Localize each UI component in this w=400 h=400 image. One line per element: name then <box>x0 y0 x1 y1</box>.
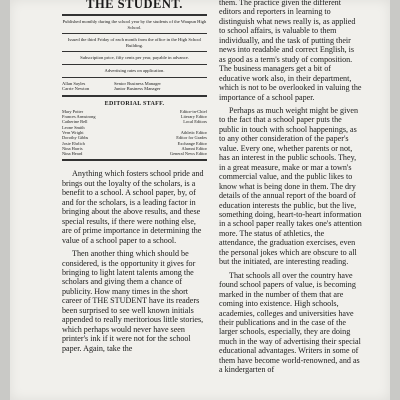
body-text-right <box>219 0 362 375</box>
left-column <box>62 0 207 353</box>
staff-role: Exchange Editor <box>177 140 207 146</box>
paragraph: Perhaps as much weight might be given to the fact that a school paper puts the public in touch with school happenings, as to any other consideration of the paper's value. Every one, whether parents or not, has an interest in the public schools. They, in a great measure, make or mar a town's commercial value, and the public likes to know what is being done in them. The dry details of the annual report of the board of education interests the public, but the live, something doing, heart-to-heart information in a school paper really takes one's attention more. The status of athletics, the attendance, the graduation exercises, even the personal jokes which are obscure to all but the initiated, are interesting reading. <box>219 105 362 267</box>
paragraph: Then another thing which should be considered, is the opportunity it gives for bringing to light latent talents among the scholars and giving them a chance of publicity. How many times in the short career of THE STUDENT have its readers been surprised to see well known initials appended to really meritorious little stories, which perhaps would never have seen printer's ink if it were not for the school paper. Again, take the <box>62 249 204 353</box>
staff-role: Local Editors <box>183 119 207 125</box>
manager-role: Senior Business Manager <box>114 80 161 86</box>
divider <box>62 33 207 34</box>
staff-role: Athletic Editor <box>180 129 207 135</box>
staff-heading: EDITORIAL STAFF. <box>104 100 165 107</box>
paragraph: That schools all over the country have found school papers of value, is becoming marked in the number of them that are coming into existence. High schools, academies, colleges and universities have their publications and in the case of the larger schools, especially, they are doing much in the way of advertising their special educational advantages. Writers in some of them have become world-renowned, and as a kindergarten of <box>219 270 361 375</box>
imprint-line: Published monthly during the school year by the students of the Waupun High School. <box>62 19 207 30</box>
staff-name: Catherine Bell <box>62 119 88 125</box>
divider <box>62 95 207 97</box>
staff-name: Dorothy Gibbs <box>62 135 89 141</box>
staff-name: Nina Heard <box>62 151 83 157</box>
divider <box>62 51 207 52</box>
divider <box>62 64 207 65</box>
staff-name: Josie Ehrlich <box>62 140 85 146</box>
staff-role: General News Editor <box>169 151 207 157</box>
divider <box>62 14 207 16</box>
staff-name: Mary Potter <box>62 108 84 114</box>
right-column <box>219 0 362 375</box>
document-page <box>10 0 390 400</box>
staff-role: Editor-in-Chief <box>180 108 207 114</box>
staff-name: Vern Wright <box>62 129 84 135</box>
masthead-title: THE STUDENT. <box>86 0 183 11</box>
manager-name: Allan Sayles <box>62 80 86 86</box>
staff-list <box>62 109 207 157</box>
staff-name: Nina Harris <box>62 145 83 151</box>
manager-role: Junior Business Manager <box>114 86 161 92</box>
manager-name: Carrie Newton <box>62 86 90 92</box>
paragraph: Anything which fosters school pride and brings out the loyalty of the scholars, is a benefit to a school. A school paper, by, of and for the scholars, is a leading factor in bringing about the above results, and these special results, if there were nothing else, are of prime importance in determining the value of a school paper to a school. <box>62 169 204 245</box>
imprint-line: Advertising rates on application. <box>104 67 165 73</box>
divider <box>62 159 207 161</box>
imprint-line: Issued the third Friday of each month from the office in the High School Building. <box>67 37 202 48</box>
divider <box>62 77 207 78</box>
staff-role: Literary Editor <box>180 114 207 120</box>
staff-name: Leone Smith <box>62 124 85 130</box>
paragraph: them. The practice given the different editors and reporters in learning to distinguish what news really is, as applied to school affairs, is valuable to them individually, and the task of putting their news into readable and correct English, is as good as a term's study of composition. The business managers get a bit of educative work also, in their department, which is not to be overlooked in valuing the importance of a school paper. <box>219 0 362 102</box>
staff-row <box>62 151 207 156</box>
imprint-line: Subscription price, fifty cents per year, payable in advance. <box>80 55 189 61</box>
staff-name: Frances Armstrong <box>62 114 96 120</box>
business-managers <box>62 81 207 92</box>
staff-role: Editor for Grades <box>176 135 207 141</box>
staff-role: Alumni Editor <box>181 145 207 151</box>
manager-row <box>62 86 207 92</box>
body-text-left <box>62 169 207 353</box>
